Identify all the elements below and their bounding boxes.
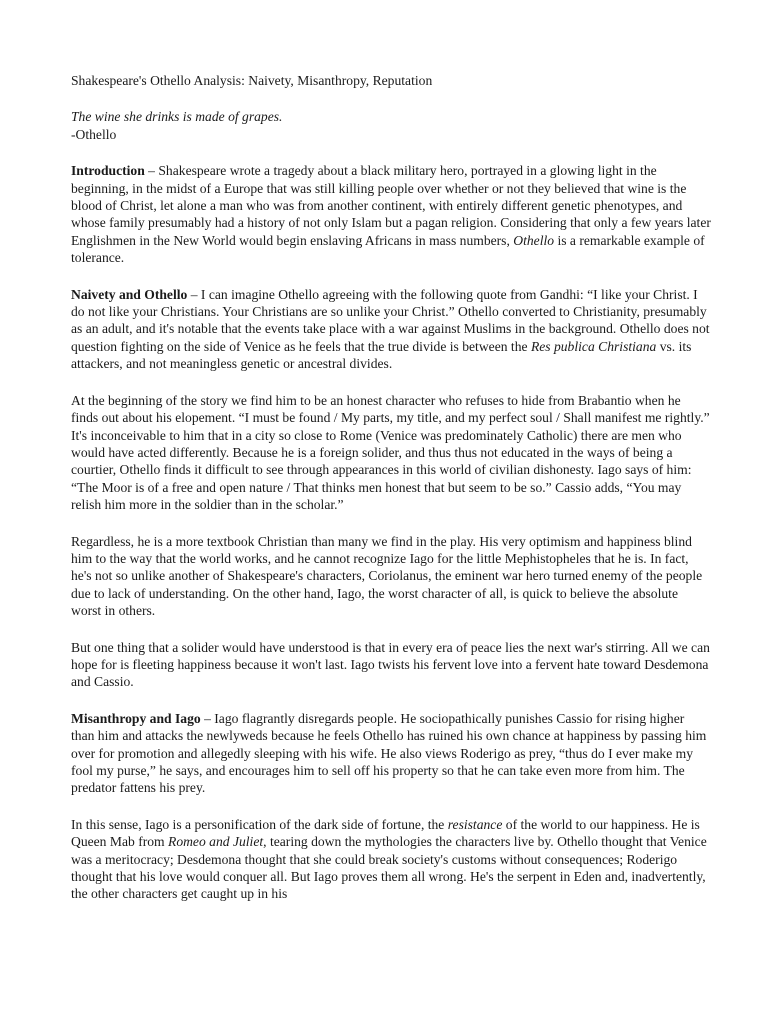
- paragraph-fortune: [71, 816, 711, 903]
- epigraph: [71, 108, 711, 143]
- paragraph-text: – I can imagine Othello agreeing with the following quote from Gandhi: “I like your Christ. I do not like your Christians. Your Christians are so unlike your Christ.” Othello converted to Christianity, presumably as an adult, and it's notable that the events take place with a war against Muslims in the background. Othello does not question fighting on the side of Venice as he feels that the true divide is between the: [71, 286, 710, 354]
- section-heading-introduction: Introduction: [71, 163, 145, 179]
- paragraph-text: of the world to our happiness. He is Queen Mab from: [71, 816, 700, 850]
- paragraph-text: is a remarkable example of tolerance.: [71, 232, 705, 266]
- italic-romeo-and-juliet: Romeo and Juliet: [168, 834, 264, 850]
- paragraph-text: vs. its attackers, and not meaningless genetic or ancestral divides.: [71, 338, 692, 372]
- epigraph-attribution: -Othello: [71, 126, 117, 142]
- paragraph-brabantio: At the beginning of the story we find him to be an honest character who refuses to hide from Brabantio when he finds out about his elopement. “I must be found / My parts, my title, and my perfect soul / Shall manifest me rightly.” It's inconceivable to him that in a city so close to Rome (Venice was predominately Catholic) there are men who would have acted differently. Because he is a foreign solider, and thus thus not educated in the ways of being a courtier, Othello finds it difficult to see through appearances in this world of civilian dishonesty. Iago says of him: “The Moor is of a free and open nature / That thinks men honest that but seem to be so.” Cassio adds, “You may relish him more in the soldier than in the scholar.”: [71, 392, 710, 513]
- italic-title-othello: Othello: [513, 232, 555, 248]
- paragraph-introduction: [71, 162, 711, 266]
- paragraph-text: – Iago flagrantly disregards people. He sociopathically punishes Cassio for rising higher than him and attacks the newlyweds because he feels Othello has ruined his own chance at happiness by passing him over for promotion and allegedly sleeping with his wife. He also views Roderigo as prey, “thus do I ever make my fool my purse,” he says, and encourages him to sell off his property so that he can take even more from him. The predator fattens his prey.: [71, 710, 707, 796]
- paragraph-text: – Shakespeare wrote a tragedy about a black military hero, portrayed in a glowing light in the beginning, in the midst of a Europe that was still killing people over whether or not they believed that wine is the blood of Christ, let alone a man who was from another continent, with entirely different genetic phenotypes, and whose family presumably had a history of not only Islam but a pagan religion. Considering that only a few years later Englishmen in the New World would begin enslaving Africans in mass numbers,: [71, 163, 711, 248]
- paragraph-text: , tearing down the mythologies the characters live by. Othello thought that Venice was a meritocracy; Desdemona thought that she could break society's customs without consequences; Roderigo thought that his love would conquer all. But Iago proves them all wrong. He's the serpent in Eden and, inadvertently, the other characters get caught up in his: [71, 834, 707, 902]
- document-title: Shakespeare's Othello Analysis: Naivety, Misanthropy, Reputation: [71, 73, 433, 88]
- italic-resistance: resistance: [447, 816, 503, 832]
- paragraph-misanthropy: [71, 710, 711, 797]
- epigraph-quote: The wine she drinks is made of grapes.: [71, 109, 283, 125]
- paragraph-peace: But one thing that a solider would have understood is that in every era of peace lies the next war's stirring. All we can hope for is fleeting happiness because it won't last. Iago twists his fervent love into a fervent hate toward Desdemona and Cassio.: [71, 639, 710, 690]
- paragraph-text: In this sense, Iago is a personification of the dark side of fortune, the: [71, 816, 448, 832]
- section-heading-naivety: Naivety and Othello: [71, 286, 188, 302]
- document-page: [71, 72, 711, 922]
- paragraph-regardless: Regardless, he is a more textbook Christian than many we find in the play. His very optimism and happiness blind him to the way that the world works, and he cannot recognize Iago for the little Mephistopheles that he is. In fact, he's not so unlike another of Shakespeare's characters, Coriolanus, the eminent war hero turned enemy of the people due to lack of understanding. On the other hand, Iago, the worst character of all, is quick to believe the absolute worst in others.: [71, 533, 703, 619]
- italic-res-publica: Res publica Christiana: [530, 338, 657, 354]
- paragraph-naivety: [71, 286, 711, 373]
- section-heading-misanthropy: Misanthropy and Iago: [71, 710, 201, 726]
